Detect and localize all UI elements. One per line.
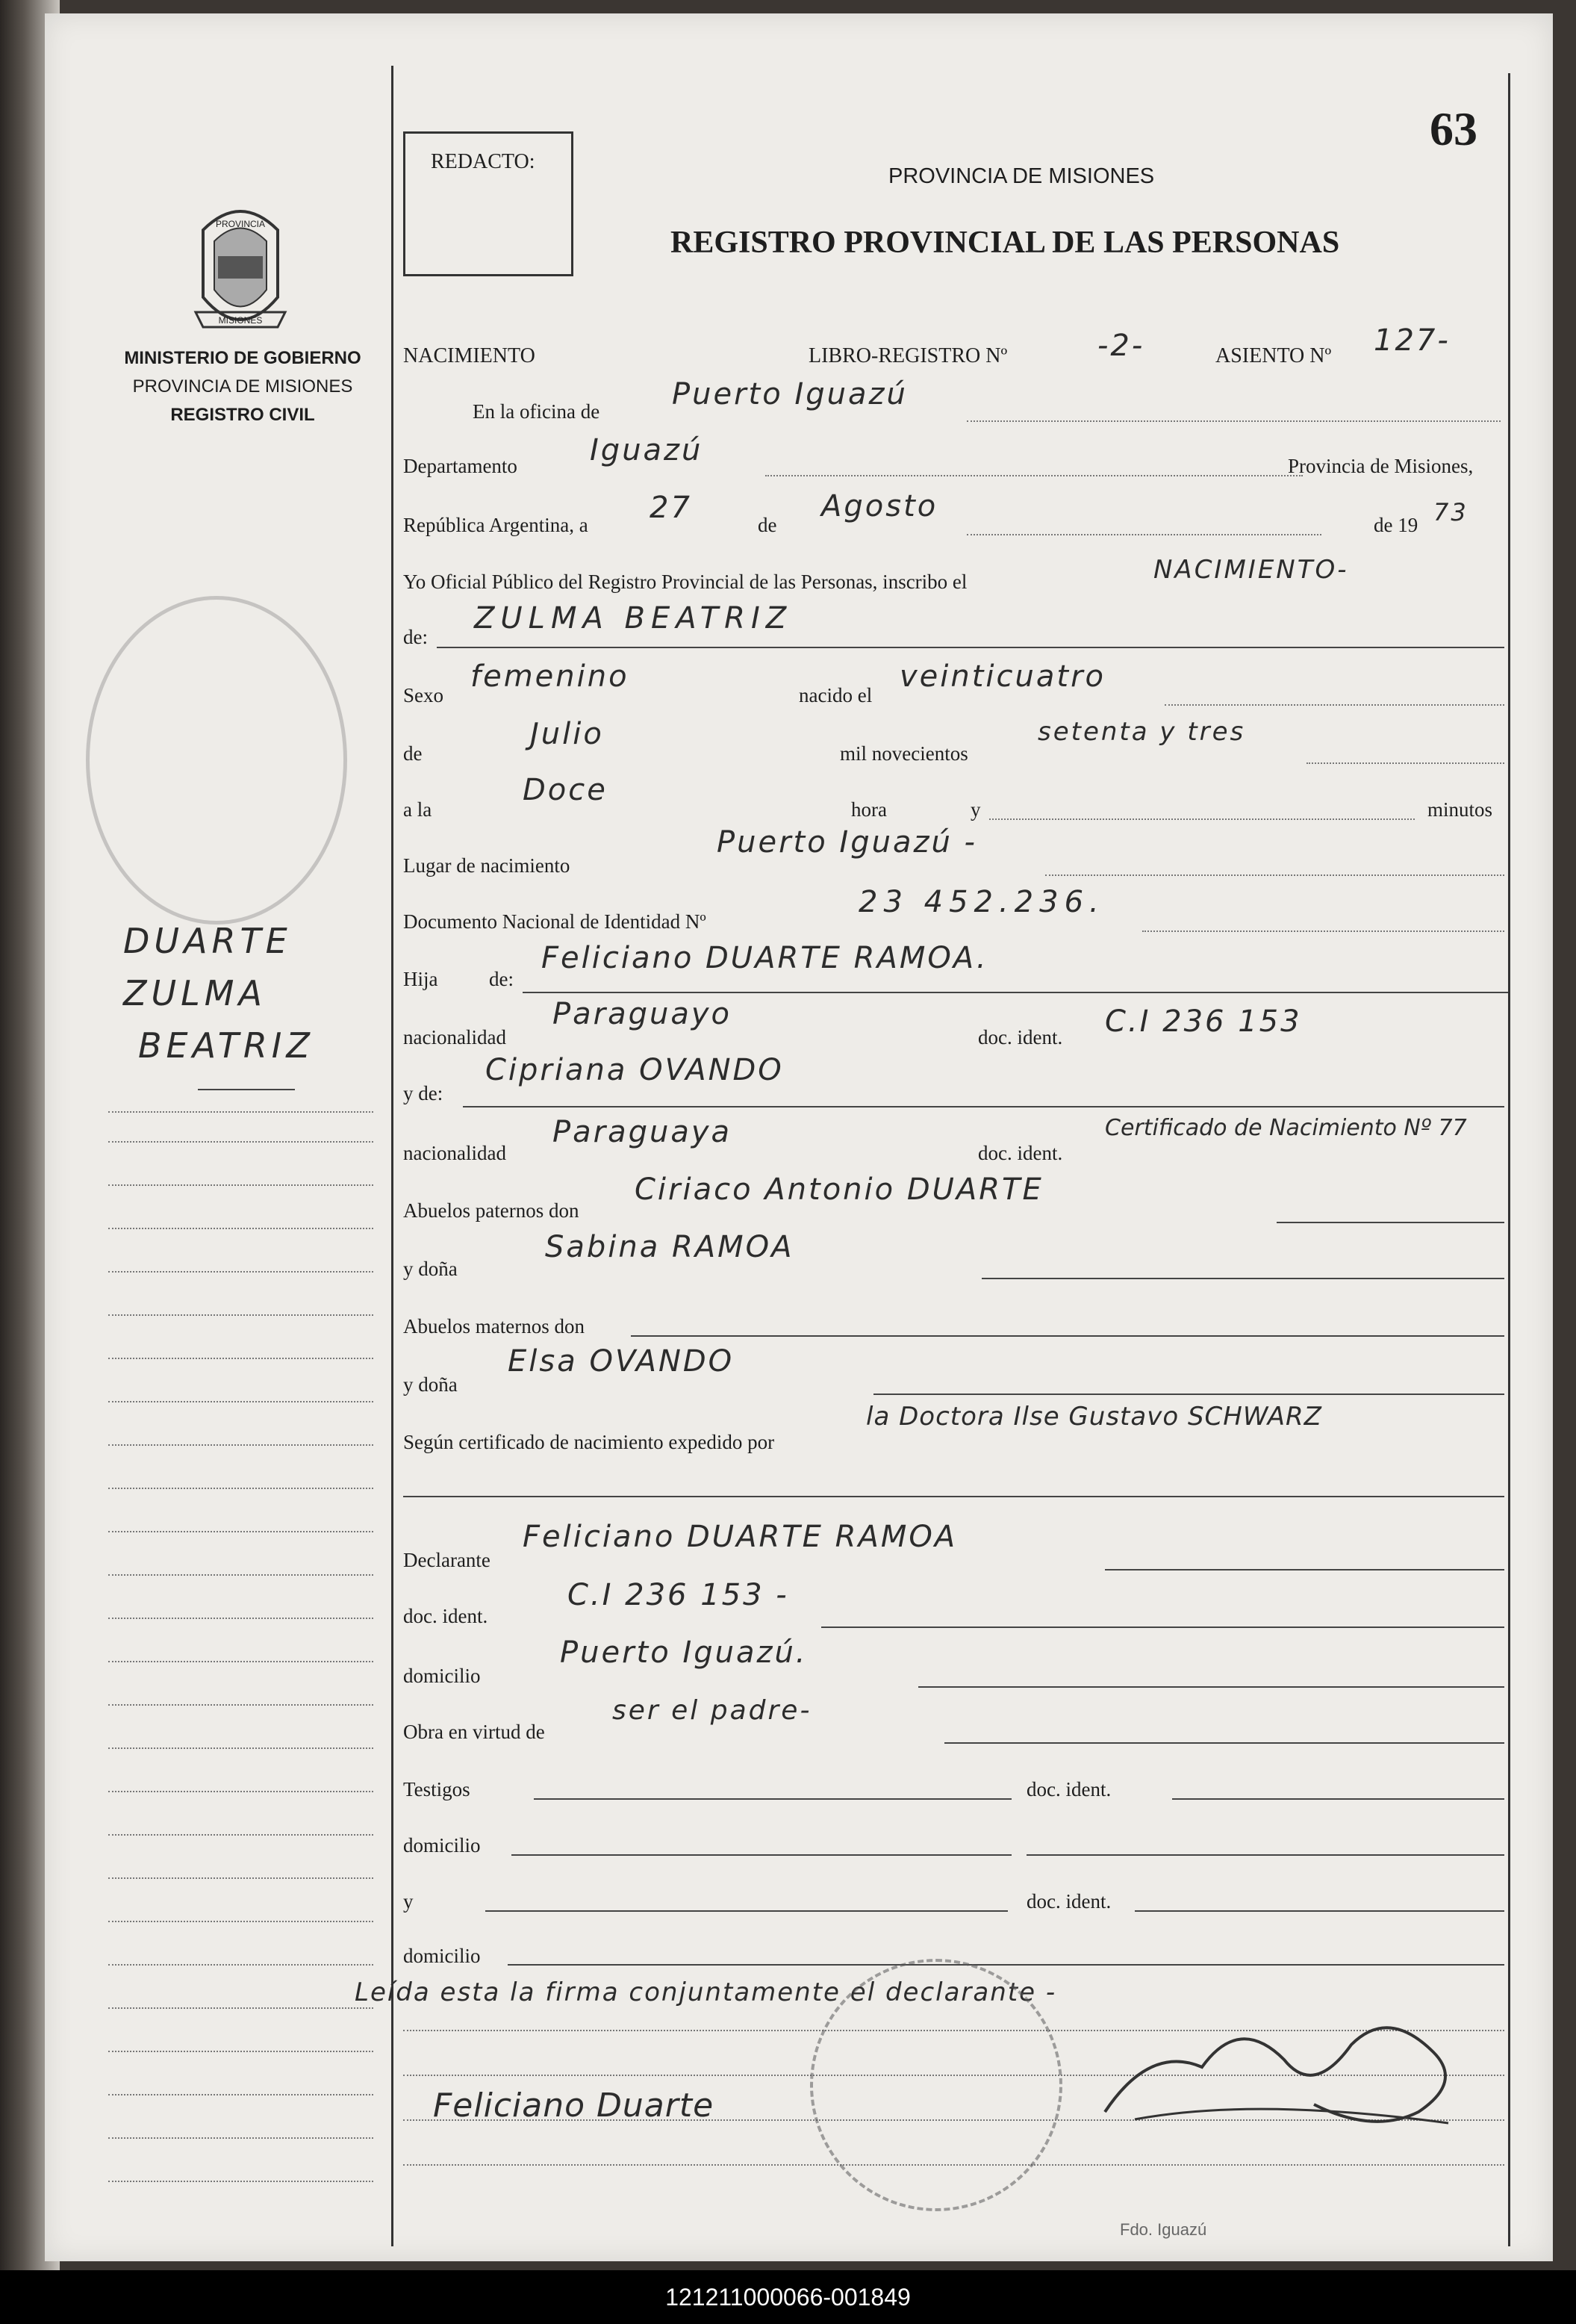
margin-line <box>108 2051 373 2052</box>
margin-line <box>108 1747 373 1749</box>
nombre-line <box>437 647 1504 648</box>
margin-underline <box>198 1089 295 1090</box>
lugar-label: Lugar de nacimiento <box>403 854 570 877</box>
segun-label: Según certificado de nacimiento expedido por <box>403 1431 775 1453</box>
republica-label: República Argentina, a <box>403 514 588 536</box>
official-signature-icon <box>1090 2000 1478 2149</box>
mes-value: Agosto <box>821 489 938 523</box>
margin-line <box>108 1791 373 1792</box>
page-number: 63 <box>1430 102 1477 155</box>
abuelo-materno-line <box>631 1335 1504 1337</box>
nombre-value: ZULMA BEATRIZ <box>474 601 793 636</box>
margin-line <box>108 1358 373 1359</box>
hora-label: hora <box>851 798 887 821</box>
abuelo-paterno-line <box>1277 1222 1504 1223</box>
departamento-line <box>765 475 1303 476</box>
margin-line <box>108 1531 373 1532</box>
doc-ident-madre-label: doc. ident. <box>978 1142 1063 1164</box>
segun-value: la Doctora Ilse Gustavo SCHWARZ <box>866 1402 1322 1432</box>
margin-line <box>108 1111 373 1113</box>
declarante-label: Declarante <box>403 1549 490 1571</box>
doc-ident-declarante-label: doc. ident. <box>403 1605 488 1627</box>
margin-line <box>108 1184 373 1186</box>
asiento-value: 127- <box>1374 323 1451 358</box>
dni-value: 23 452.236. <box>859 885 1105 919</box>
y-testigo-line <box>485 1910 1008 1912</box>
abuelo-paterno-value: Ciriaco Antonio DUARTE <box>635 1172 1044 1207</box>
nac-madre-value: Paraguaya <box>552 1115 732 1149</box>
ministry-line2: PROVINCIA DE MISIONES <box>132 376 353 397</box>
margin-line <box>108 1877 373 1879</box>
hija-label: Hija <box>403 968 438 990</box>
padre-line <box>523 992 1508 993</box>
segun-line-2 <box>403 1496 1504 1497</box>
stamp-text: Fdo. Iguazú <box>1120 2220 1207 2239</box>
de-anio-label: de 19 <box>1374 514 1418 536</box>
redacto-label: REDACTO: <box>431 150 535 173</box>
de-mes-label: de <box>403 742 423 765</box>
sexo-value: femenino <box>470 659 629 694</box>
mil-line <box>1306 762 1504 764</box>
domicilio-testigo-line <box>511 1854 1012 1856</box>
margin-line <box>108 1228 373 1229</box>
margin-line <box>108 2137 373 2139</box>
margin-line <box>108 1921 373 1922</box>
abuela-paterna-line <box>982 1278 1504 1279</box>
declarante-line <box>1105 1569 1504 1570</box>
doc-padre-value: C.I 236 153 <box>1105 1004 1302 1039</box>
departamento-label: Departamento <box>403 455 517 477</box>
lugar-value: Puerto Iguazú - <box>717 825 977 860</box>
margin-line <box>108 1964 373 1966</box>
margin-line <box>108 1444 373 1446</box>
margin-line <box>108 1314 373 1316</box>
ministry-line3: REGISTRO CIVIL <box>170 405 315 425</box>
testigos-line <box>534 1798 1012 1800</box>
doc-madre-value: Certificado de Nacimiento Nº 77 <box>1105 1115 1467 1141</box>
madre-value: Cipriana OVANDO <box>485 1053 784 1087</box>
ministry-block <box>119 348 366 426</box>
mes-nac-value: Julio <box>530 717 604 751</box>
madre-line <box>463 1106 1504 1107</box>
oficina-label: En la oficina de <box>473 400 600 423</box>
anio-value: 73 <box>1433 498 1468 526</box>
official-seal-stamp <box>810 1959 1062 2211</box>
province-header: PROVINCIA DE MISIONES <box>888 164 1155 188</box>
margin-line <box>108 1141 373 1143</box>
abuelos-paternos-label: Abuelos paternos don <box>403 1199 579 1222</box>
dni-line <box>1142 930 1504 932</box>
hija-de-label: de: <box>489 968 514 990</box>
hora-value: Doce <box>523 773 608 807</box>
right-margin-rule <box>1508 73 1510 2246</box>
abuela-materna-value: Elsa OVANDO <box>508 1344 735 1379</box>
abuela-paterna-value: Sabina RAMOA <box>545 1230 794 1264</box>
provincia-label: Provincia de Misiones, <box>1288 455 1474 477</box>
leida-note: Leída esta la firma conjuntamente el declarante - <box>355 1977 1057 2007</box>
coat-of-arms-icon <box>181 200 300 342</box>
de-nombre-label: de: <box>403 626 428 648</box>
a-la-label: a la <box>403 798 432 821</box>
nacionalidad-padre-label: nacionalidad <box>403 1026 506 1048</box>
seal-top-text: PROVINCIA <box>215 219 266 229</box>
margin-line <box>108 1574 373 1576</box>
margin-line <box>108 1618 373 1619</box>
oficina-line <box>967 420 1501 422</box>
domicilio-label: domicilio <box>403 1665 481 1687</box>
sexo-line <box>1165 704 1504 706</box>
domicilio-testigo2-line <box>508 1964 1504 1966</box>
doc-testigo-line <box>1172 1798 1504 1800</box>
sexo-label: Sexo <box>403 684 443 706</box>
redacto-box <box>403 131 573 276</box>
libro-value: -2- <box>1097 329 1145 363</box>
obra-label: Obra en virtud de <box>403 1721 545 1743</box>
oficina-value: Puerto Iguazú <box>672 377 908 411</box>
abuelos-maternos-label: Abuelos maternos don <box>403 1315 585 1337</box>
dia-value: 27 <box>650 491 692 525</box>
y-testigo-label: y <box>403 1890 414 1913</box>
dni-label: Documento Nacional de Identidad Nº <box>403 910 706 933</box>
margin-firstname: ZULMA <box>123 973 267 1013</box>
doc-ident-testigo-label: doc. ident. <box>1027 1778 1112 1801</box>
doc-testigo2-line <box>1135 1910 1504 1912</box>
margin-line <box>108 1834 373 1836</box>
doc-ident-testigo2-label: doc. ident. <box>1027 1890 1112 1913</box>
domicilio-testigo2-label: domicilio <box>403 1945 481 1967</box>
domicilio-testigo-label: domicilio <box>403 1834 481 1857</box>
margin-secondname: BEATRIZ <box>138 1025 314 1066</box>
y-dona-paterna-label: y doña <box>403 1258 458 1280</box>
nac-padre-value: Paraguayo <box>552 997 732 1031</box>
obra-value: ser el padre- <box>612 1695 812 1726</box>
departamento-value: Iguazú <box>590 433 703 467</box>
hora-line <box>989 818 1415 820</box>
margin-line <box>108 1271 373 1273</box>
register-page <box>45 13 1553 2261</box>
document-id-footer: 121211000066-001849 <box>0 2270 1576 2324</box>
yo-oficial-value: NACIMIENTO- <box>1153 555 1349 585</box>
nacionalidad-madre-label: nacionalidad <box>403 1142 506 1164</box>
y-dona-materna-label: y doña <box>403 1373 458 1396</box>
registry-header: REGISTRO PROVINCIAL DE LAS PERSONAS <box>670 226 1340 260</box>
margin-line <box>108 1661 373 1662</box>
doc-ident-padre-label: doc. ident. <box>978 1026 1063 1048</box>
doc-declarante-line <box>821 1627 1504 1628</box>
padre-value: Feliciano DUARTE RAMOA. <box>541 941 988 975</box>
nacimiento-label: NACIMIENTO <box>403 344 535 367</box>
minutos-label: minutos <box>1427 798 1493 821</box>
y-de-label: y de: <box>403 1082 443 1104</box>
mil-novecientos-label: mil novecientos <box>840 742 968 765</box>
testigos-label: Testigos <box>403 1778 470 1801</box>
asiento-label: ASIENTO Nº <box>1215 344 1332 367</box>
domicilio-line <box>918 1686 1504 1688</box>
faded-seal-stamp <box>86 596 347 925</box>
margin-surname: DUARTE <box>123 921 292 961</box>
domicilio-value: Puerto Iguazú. <box>560 1635 808 1670</box>
libro-label: LIBRO-REGISTRO Nº <box>809 344 1008 367</box>
obra-line <box>944 1742 1504 1744</box>
nacido-label: nacido el <box>799 684 873 706</box>
ministry-line1: MINISTERIO DE GOBIERNO <box>124 348 361 368</box>
anio-nac-value: setenta y tres <box>1038 717 1246 747</box>
margin-line <box>108 2007 373 2009</box>
abuela-materna-line <box>873 1394 1504 1395</box>
doc-declarante-value: C.I 236 153 - <box>567 1578 789 1612</box>
yo-oficial-label: Yo Oficial Público del Registro Provincial de las Personas, inscribo el <box>403 571 968 593</box>
declarante-value: Feliciano DUARTE RAMOA <box>523 1520 958 1554</box>
domicilio-testigo-line-2 <box>1027 1854 1504 1856</box>
margin-line <box>108 1704 373 1706</box>
left-margin-rule <box>391 66 393 2246</box>
declarante-signature: Feliciano Duarte <box>433 2087 714 2125</box>
de-label: de <box>758 514 777 536</box>
republica-line <box>967 534 1321 535</box>
nacido-value: veinticuatro <box>900 659 1106 694</box>
lugar-line <box>1045 874 1504 876</box>
seal-bottom-text: MISIONES <box>218 315 263 326</box>
y-hora-label: y <box>971 798 981 821</box>
margin-line <box>108 2094 373 2095</box>
margin-line <box>108 2181 373 2182</box>
margin-line <box>108 1401 373 1402</box>
margin-line <box>108 1488 373 1489</box>
